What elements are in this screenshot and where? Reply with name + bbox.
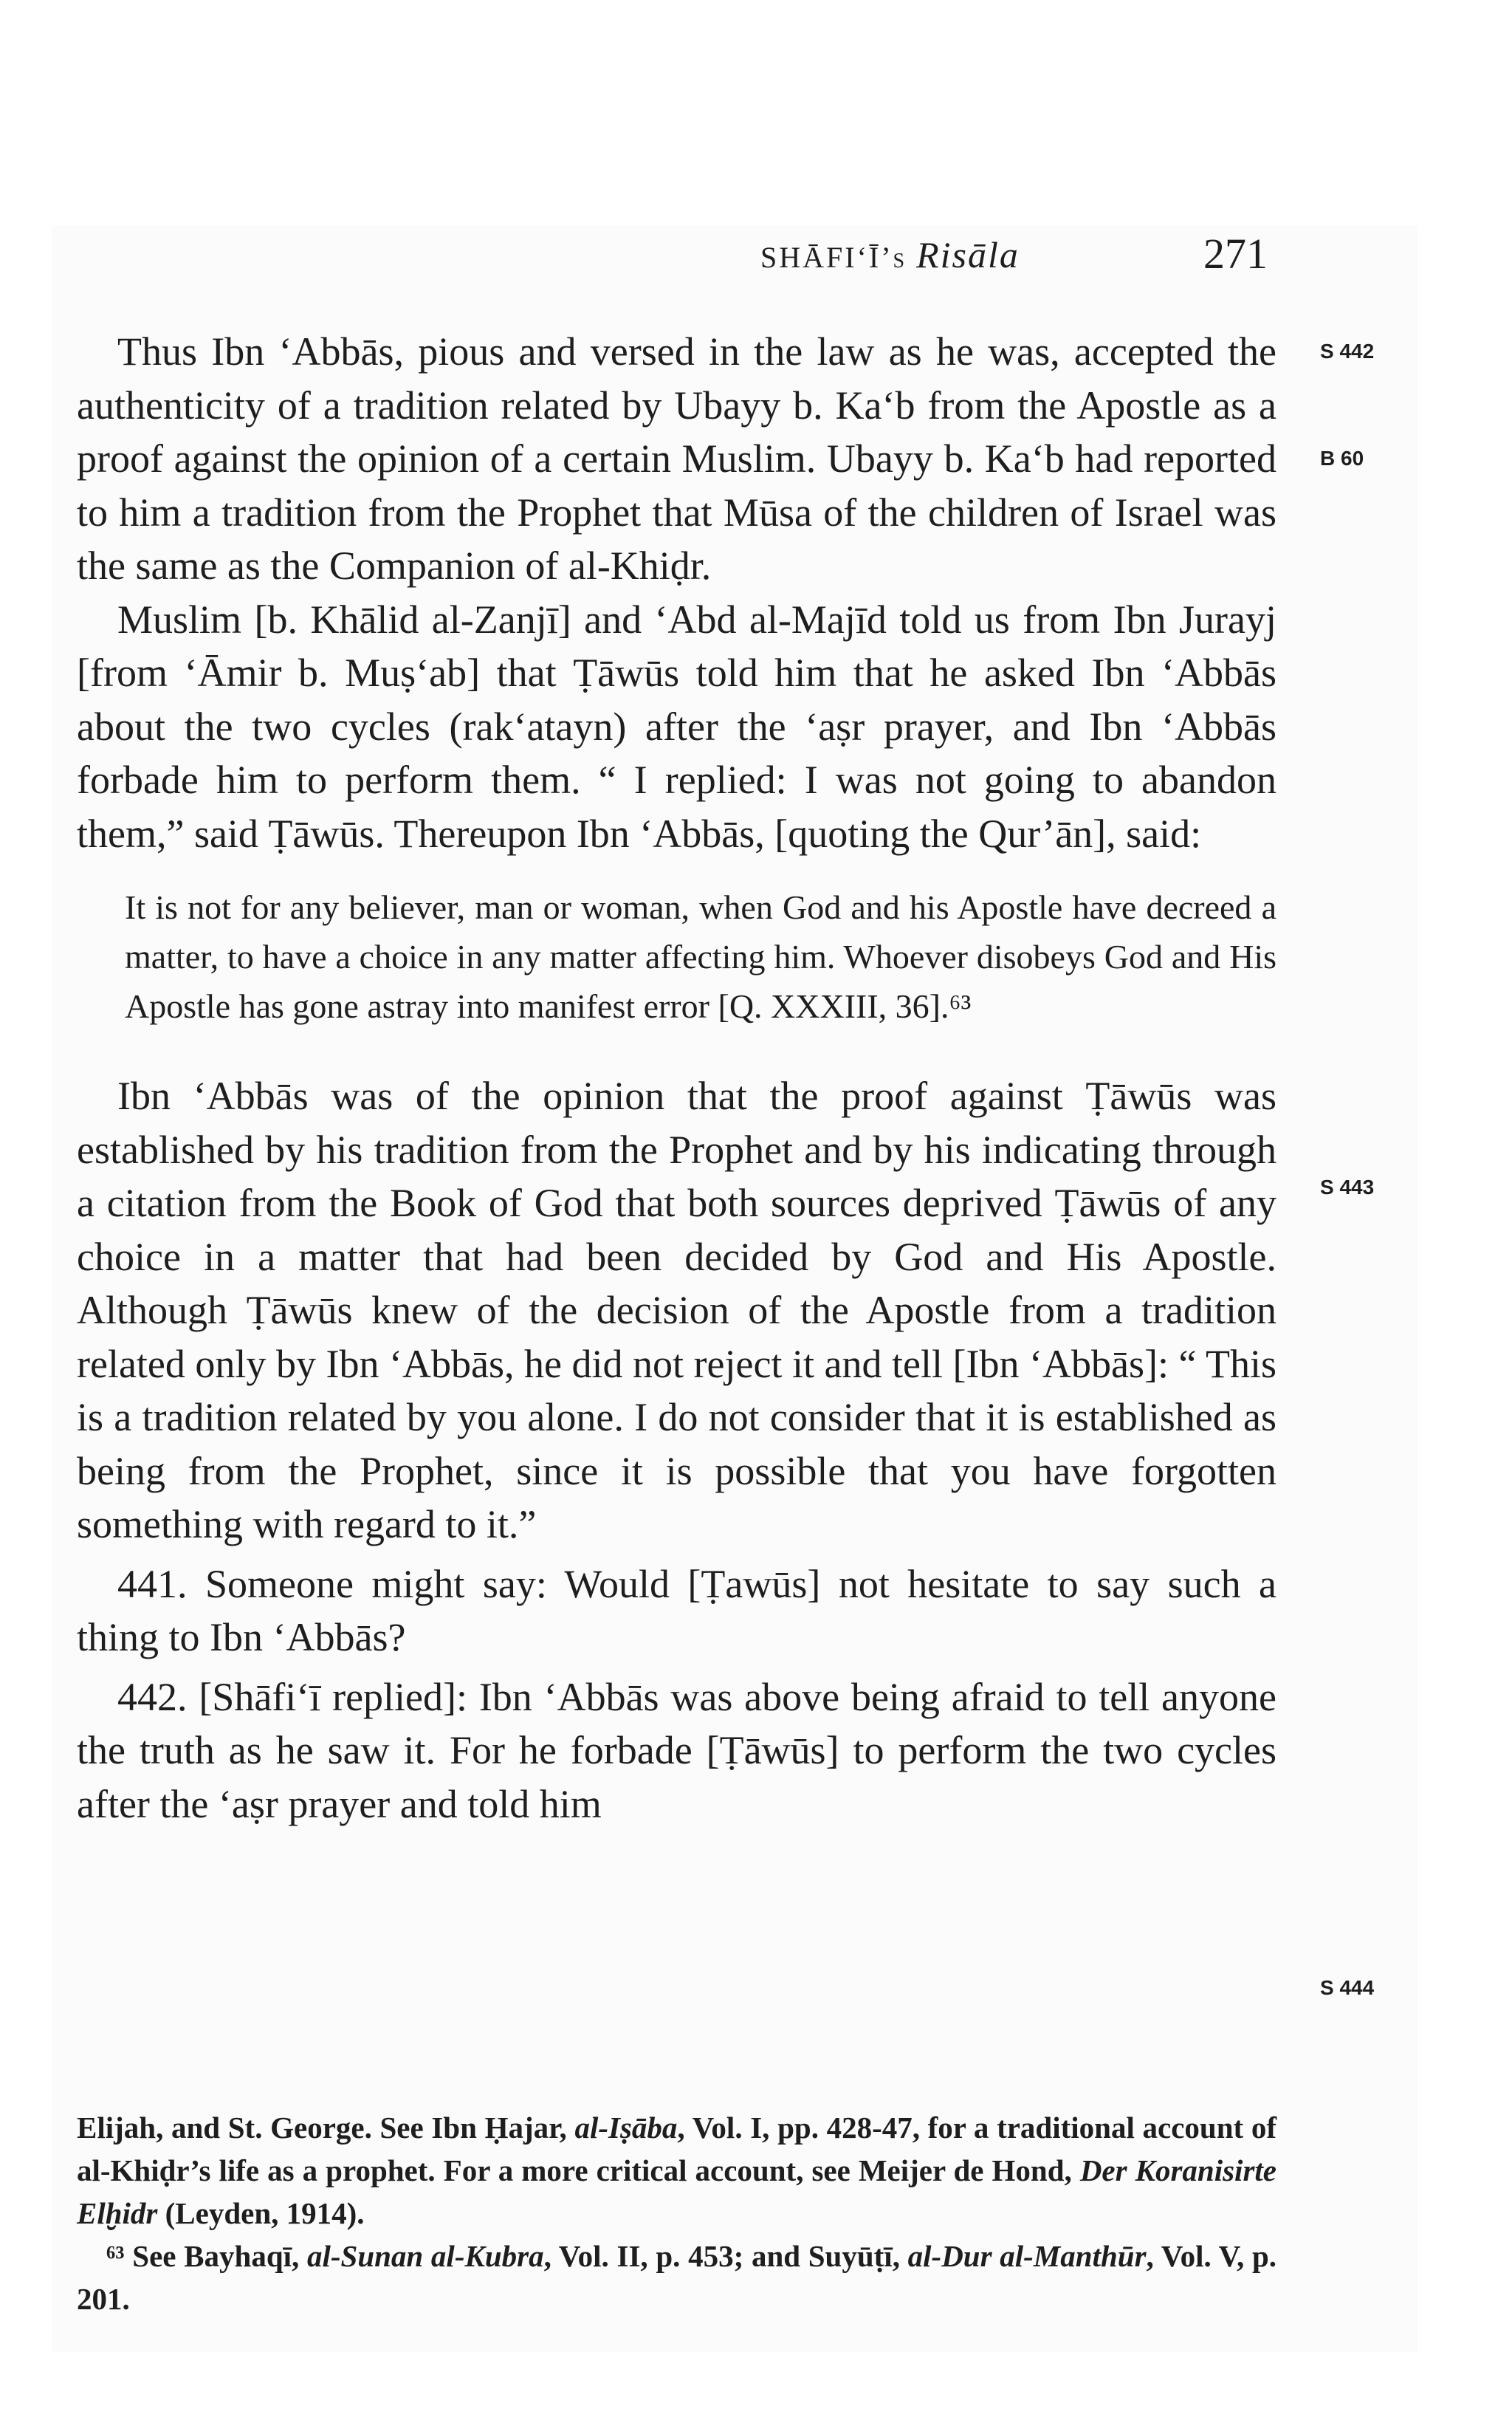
numbered-paragraph-442: 442. [Shāfi‘ī replied]: Ibn ‘Abbās was above being afraid to tell anyone the truth as he saw it. For he forbade [Ṭāwūs] to perform the two cycles after the ‘aṣr prayer and told him <box>77 1674 1276 1826</box>
page-number: 271 <box>1203 230 1268 278</box>
margin-ref-s444: S 444 <box>1320 1976 1375 1999</box>
margin-ref-s442: S 442 <box>1320 340 1375 363</box>
margin-ref-b60: B 60 <box>1320 447 1364 470</box>
main-text <box>77 325 1276 1831</box>
running-head-author: SHĀFI‘Ī’s <box>760 241 907 274</box>
paragraph: Thus Ibn ‘Abbās, pious and versed in the law as he was, accepted the authenticity of a tradition related by Ubayy b. Ka‘b from the Apostle as a proof against the opinion of a certain Muslim. Ubayy b. Ka‘b had reported to him a tradition from the Prophet that Mūsa of the children of Israel was the same as the Companion of al-Khiḍr. <box>77 329 1276 588</box>
numbered-paragraph-441: 441. Someone might say: Would [Ṭawūs] not hesitate to say such a thing to Ibn ‘Abbās? <box>77 1561 1276 1659</box>
footnotes <box>77 2106 1276 2320</box>
running-head <box>760 233 1020 276</box>
footnote-marker: ⁶³ <box>106 2239 125 2273</box>
footnote-63: ⁶³ See Bayhaqī, al-Sunan al-Kubra, Vol. II, p. 453; and Suyūṭī, al-Dur al-Manthūr, Vol. V, p. 201. <box>77 2239 1277 2316</box>
paragraph: Muslim [b. Khālid al-Zanjī] and ‘Abd al-Majīd told us from Ibn Jurayj [from ‘Āmir b. Muṣ‘ab] that Ṭāwūs told him that he asked Ibn ‘Abbās about the two cycles (rak‘atayn) after the ‘aṣr prayer, and Ibn ‘Abbās forbade him to perform them. “ I replied: I was not going to abandon them,” said Ṭāwūs. Thereupon Ibn ‘Abbās, [quoting the Qur’ān], said: <box>77 597 1276 856</box>
page-header <box>753 229 1270 288</box>
block-quote: It is not for any believer, man or woman, when God and his Apostle have decreed a matter, to have a choice in any matter affecting him. Whoever disobeys God and His Apostle has gone astray into manifest error [Q. XXXIII, 36].⁶³ <box>125 888 1276 1025</box>
margin-ref-s443: S 443 <box>1320 1176 1375 1199</box>
paragraph: Ibn ‘Abbās was of the opinion that the proof against Ṭāwūs was established by his tradition from the Prophet and by his indicating through a citation from the Book of God that both sources deprived Ṭāwūs of any choice in a matter that had been decided by God and His Apostle. Although Ṭāwūs knew of the decision of the Apostle from a tradition related only by Ibn ‘Abbās, he did not reject it and tell [Ibn ‘Abbās]: “ This is a tradition related by you alone. I do not consider that it is established as being from the Prophet, since it is possible that you have forgotten something with regard to it.” <box>77 1074 1276 1546</box>
running-head-title: Risāla <box>916 234 1020 275</box>
footnote-continuation: Elijah, and St. George. See Ibn Ḥajar, al-Iṣāba, Vol. I, pp. 428-47, for a traditional account of al-Khiḍr’s life as a prophet. For a more critical account, see Meijer de Hond, Der Koranisirte Elḫidr (Leyden, 1914). <box>77 2111 1276 2230</box>
